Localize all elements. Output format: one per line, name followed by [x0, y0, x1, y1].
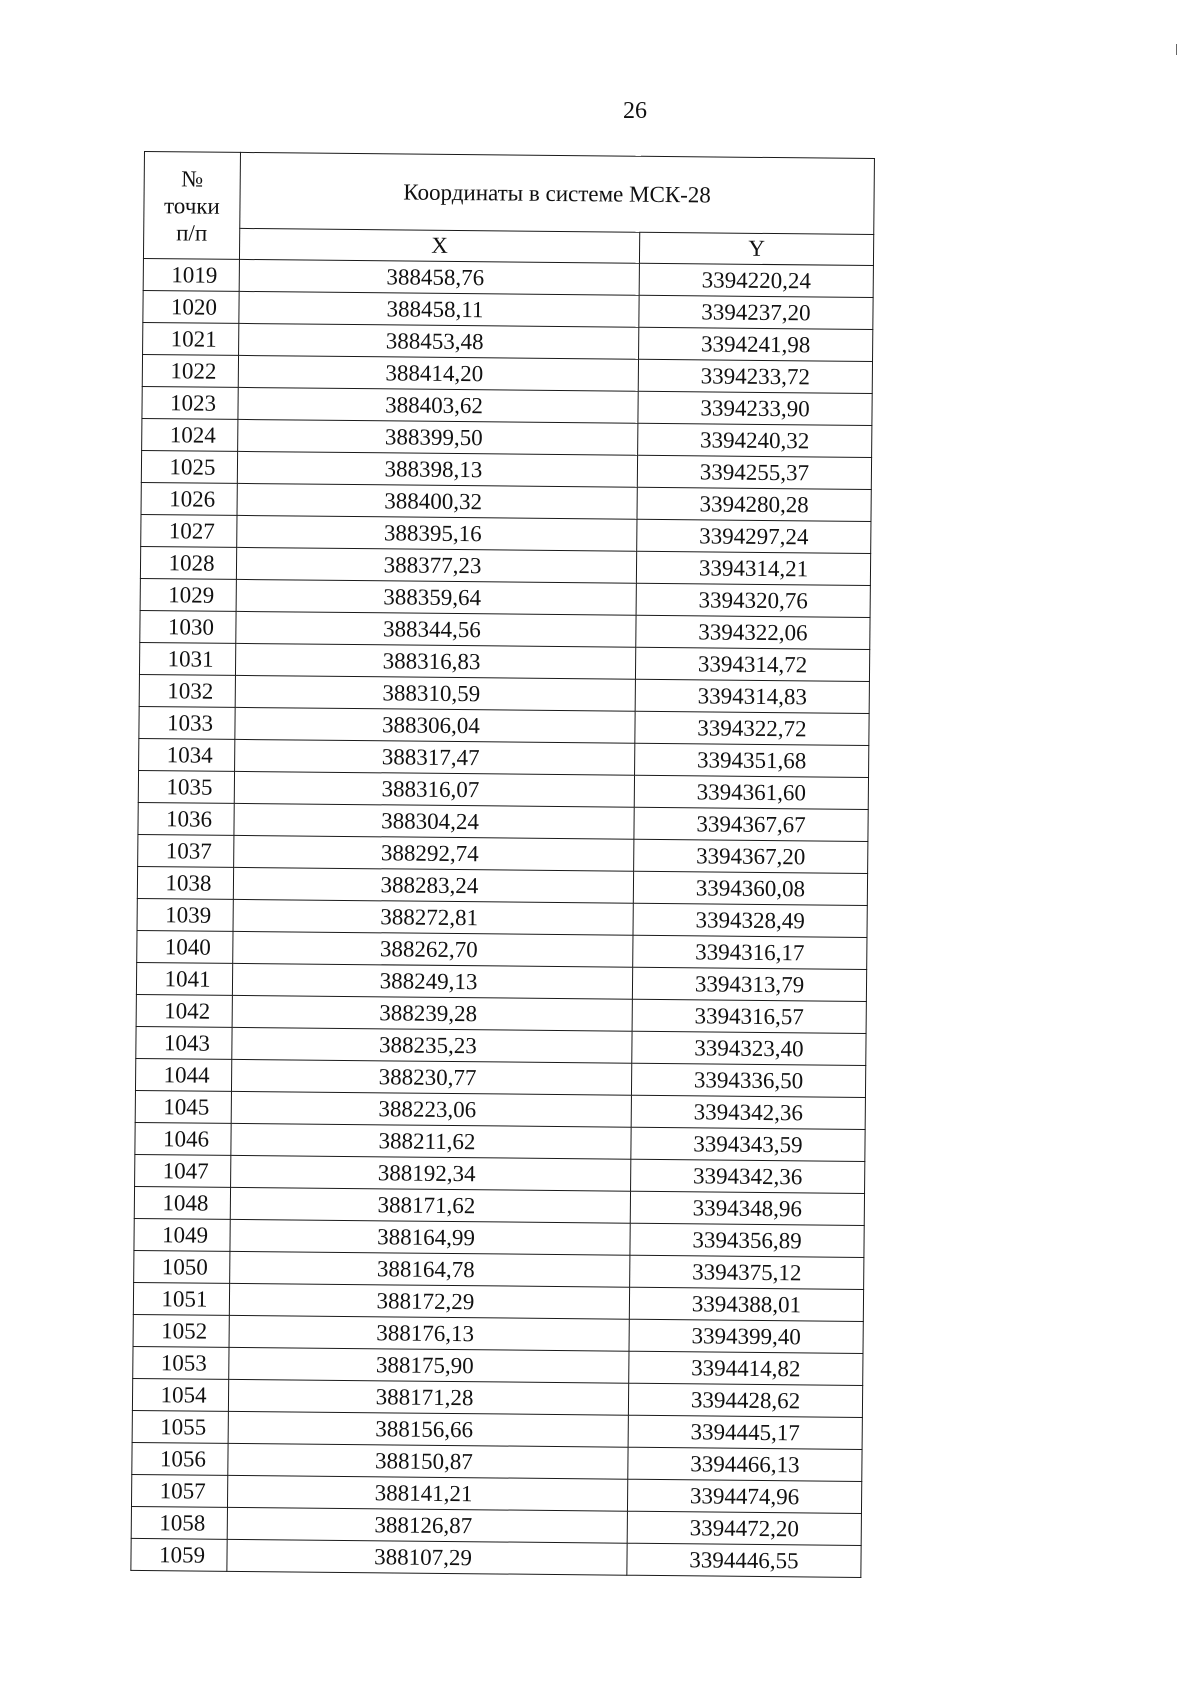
x-coordinate-cell: 388292,74 [234, 835, 634, 871]
y-coordinate-cell: 3394323,40 [632, 1031, 866, 1065]
x-coordinate-cell: 388310,59 [235, 675, 635, 711]
point-number-cell: 1059 [131, 1538, 227, 1571]
point-number-cell: 1052 [133, 1314, 229, 1347]
point-number-cell: 1048 [134, 1186, 230, 1219]
x-coordinate-cell: 388458,76 [239, 259, 639, 295]
point-number-cell: 1024 [142, 418, 238, 451]
point-number-cell: 1021 [143, 322, 239, 355]
point-number-cell: 1042 [136, 994, 232, 1027]
y-coordinate-cell: 3394367,20 [634, 839, 868, 873]
point-number-cell: 1030 [140, 610, 236, 643]
y-coordinate-cell: 3394367,67 [634, 807, 868, 841]
y-coordinate-cell: 3394466,13 [628, 1447, 862, 1481]
x-coordinate-cell: 388171,62 [230, 1187, 630, 1223]
x-coordinate-cell: 388230,77 [231, 1059, 631, 1095]
x-coordinate-cell: 388316,07 [234, 771, 634, 807]
point-number-cell: 1023 [142, 386, 238, 419]
point-number-cell: 1034 [139, 738, 235, 771]
table-body [131, 258, 874, 1577]
coordinates-table-container [130, 151, 874, 1578]
y-coordinate-cell: 3394314,83 [635, 679, 869, 713]
y-coordinate-cell: 3394240,32 [638, 423, 872, 457]
y-coordinate-cell: 3394342,36 [631, 1159, 865, 1193]
x-coordinate-cell: 388156,66 [228, 1411, 628, 1447]
x-coordinate-cell: 388316,83 [235, 643, 635, 679]
point-number-cell: 1026 [141, 482, 237, 515]
y-coordinate-cell: 3394388,01 [629, 1287, 863, 1321]
point-number-cell: 1058 [131, 1506, 227, 1539]
x-coordinate-cell: 388414,20 [238, 355, 638, 391]
y-coordinate-cell: 3394428,62 [628, 1383, 862, 1417]
x-coordinate-cell: 388223,06 [231, 1091, 631, 1127]
point-number-cell: 1038 [137, 866, 233, 899]
x-coordinate-cell: 388395,16 [237, 515, 637, 551]
y-coordinate-cell: 3394313,79 [632, 967, 866, 1001]
x-coordinate-cell: 388400,32 [237, 483, 637, 519]
point-number-cell: 1053 [133, 1346, 229, 1379]
point-number-header-line: точки [164, 192, 220, 219]
point-number-cell: 1045 [135, 1090, 231, 1123]
x-coordinate-cell: 388164,78 [230, 1251, 630, 1287]
x-coordinate-cell: 388192,34 [231, 1155, 631, 1191]
y-coordinate-cell: 3394314,72 [635, 647, 869, 681]
point-number-cell: 1043 [136, 1026, 232, 1059]
y-coordinate-cell: 3394360,08 [633, 871, 867, 905]
point-number-cell: 1050 [134, 1250, 230, 1283]
y-coordinate-cell: 3394322,06 [636, 615, 870, 649]
y-coordinate-cell: 3394351,68 [635, 743, 869, 777]
y-coordinate-cell: 3394322,72 [635, 711, 869, 745]
y-coordinate-cell: 3394336,50 [631, 1063, 865, 1097]
point-number-cell: 1055 [132, 1410, 228, 1443]
x-coordinate-cell: 388377,23 [236, 547, 636, 583]
y-coordinate-cell: 3394320,76 [636, 583, 870, 617]
point-number-cell: 1022 [142, 354, 238, 387]
y-coordinate-cell: 3394472,20 [627, 1511, 861, 1545]
point-number-cell: 1028 [140, 546, 236, 579]
point-number-cell: 1054 [132, 1378, 228, 1411]
point-number-cell: 1033 [139, 706, 235, 739]
point-number-header [143, 152, 240, 260]
x-coordinate-cell: 388249,13 [232, 963, 632, 999]
coordinate-system-header: Координаты в системе МСК-28 [240, 152, 875, 234]
x-coordinate-cell: 388398,13 [237, 451, 637, 487]
x-coordinate-cell: 388150,87 [228, 1443, 628, 1479]
y-coordinate-cell: 3394342,36 [631, 1095, 865, 1129]
y-coordinate-cell: 3394314,21 [636, 551, 870, 585]
point-number-cell: 1047 [135, 1154, 231, 1187]
y-coordinate-cell: 3394233,90 [638, 391, 872, 425]
table-header-row [144, 152, 875, 235]
x-coordinate-cell: 388126,87 [227, 1507, 627, 1543]
x-coordinate-cell: 388453,48 [239, 323, 639, 359]
x-coordinate-cell: 388175,90 [229, 1347, 629, 1383]
y-coordinate-cell: 3394446,55 [627, 1543, 861, 1577]
x-coordinate-cell: 388172,29 [229, 1283, 629, 1319]
y-coordinate-cell: 3394233,72 [638, 359, 872, 393]
point-number-cell: 1041 [136, 962, 232, 995]
y-coordinate-cell: 3394328,49 [633, 903, 867, 937]
table-row [131, 1538, 861, 1577]
x-coordinate-cell: 388344,56 [236, 611, 636, 647]
x-coordinate-cell: 388262,70 [233, 931, 633, 967]
point-number-cell: 1031 [139, 642, 235, 675]
x-coordinate-cell: 388359,64 [236, 579, 636, 615]
x-coordinate-cell: 388317,47 [235, 739, 635, 775]
point-number-cell: 1049 [134, 1218, 230, 1251]
y-coordinate-cell: 3394237,20 [639, 295, 873, 329]
point-number-cell: 1036 [138, 802, 234, 835]
x-column-header: X [239, 228, 639, 263]
y-coordinate-cell: 3394220,24 [639, 263, 873, 297]
x-coordinate-cell: 388304,24 [234, 803, 634, 839]
scan-edge-mark [1176, 44, 1177, 55]
point-number-cell: 1051 [133, 1282, 229, 1315]
y-coordinate-cell: 3394348,96 [630, 1191, 864, 1225]
y-coordinate-cell: 3394343,59 [631, 1127, 865, 1161]
point-number-header-line: п/п [176, 219, 208, 246]
x-coordinate-cell: 388403,62 [238, 387, 638, 423]
x-coordinate-cell: 388306,04 [235, 707, 635, 743]
page-number: 26 [623, 98, 647, 124]
y-coordinate-cell: 3394414,82 [629, 1351, 863, 1385]
point-number-cell: 1019 [143, 258, 239, 291]
x-coordinate-cell: 388399,50 [238, 419, 638, 455]
x-coordinate-cell: 388458,11 [239, 291, 639, 327]
coordinates-table [130, 151, 875, 1578]
point-number-header-line: № [181, 165, 204, 192]
y-coordinate-cell: 3394445,17 [628, 1415, 862, 1449]
y-coordinate-cell: 3394361,60 [634, 775, 868, 809]
point-number-cell: 1056 [132, 1442, 228, 1475]
y-coordinate-cell: 3394255,37 [637, 455, 871, 489]
y-coordinate-cell: 3394375,12 [630, 1255, 864, 1289]
point-number-cell: 1037 [138, 834, 234, 867]
y-coordinate-cell: 3394399,40 [629, 1319, 863, 1353]
y-coordinate-cell: 3394316,57 [632, 999, 866, 1033]
point-number-cell: 1029 [140, 578, 236, 611]
point-number-cell: 1035 [138, 770, 234, 803]
point-number-cell: 1040 [137, 930, 233, 963]
point-number-cell: 1032 [139, 674, 235, 707]
y-column-header: Y [639, 232, 873, 265]
x-coordinate-cell: 388176,13 [229, 1315, 629, 1351]
x-coordinate-cell: 388164,99 [230, 1219, 630, 1255]
x-coordinate-cell: 388107,29 [227, 1539, 627, 1575]
x-coordinate-cell: 388272,81 [233, 899, 633, 935]
x-coordinate-cell: 388283,24 [233, 867, 633, 903]
y-coordinate-cell: 3394474,96 [627, 1479, 861, 1513]
point-number-cell: 1039 [137, 898, 233, 931]
point-number-cell: 1057 [131, 1474, 227, 1507]
point-number-cell: 1025 [141, 450, 237, 483]
point-number-cell: 1046 [135, 1122, 231, 1155]
y-coordinate-cell: 3394297,24 [637, 519, 871, 553]
y-coordinate-cell: 3394241,98 [639, 327, 873, 361]
point-number-cell: 1020 [143, 290, 239, 323]
x-coordinate-cell: 388141,21 [227, 1475, 627, 1511]
y-coordinate-cell: 3394356,89 [630, 1223, 864, 1257]
x-coordinate-cell: 388235,23 [232, 1027, 632, 1063]
point-number-cell: 1044 [135, 1058, 231, 1091]
y-coordinate-cell: 3394280,28 [637, 487, 871, 521]
x-coordinate-cell: 388211,62 [231, 1123, 631, 1159]
x-coordinate-cell: 388239,28 [232, 995, 632, 1031]
y-coordinate-cell: 3394316,17 [633, 935, 867, 969]
point-number-cell: 1027 [141, 514, 237, 547]
x-coordinate-cell: 388171,28 [228, 1379, 628, 1415]
